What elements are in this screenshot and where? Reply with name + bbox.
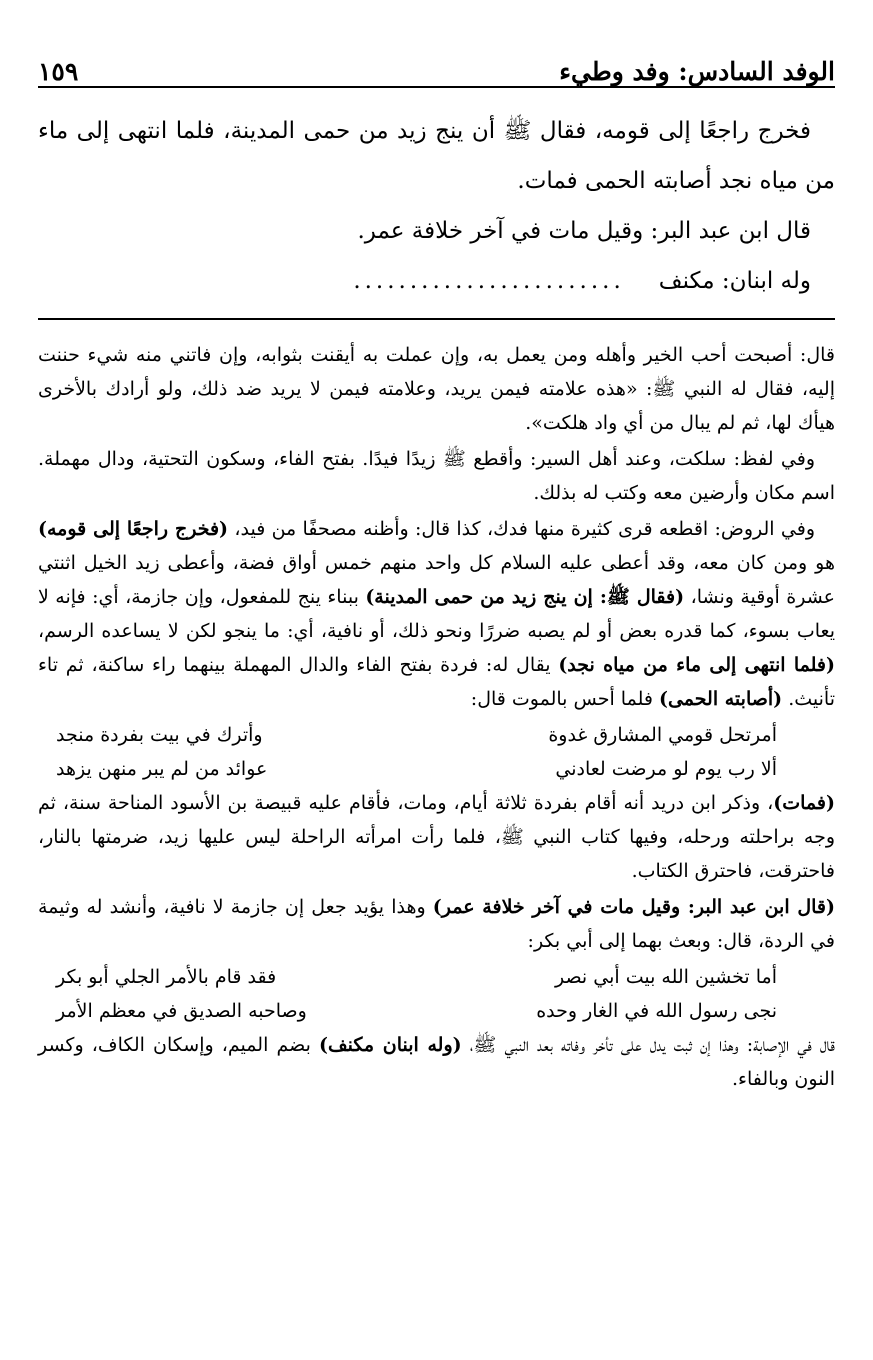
- note-3-a: وفي الروض: اقطعه قرى كثيرة منها فدك، كذا قال: وأظنه مصحفًا من فيد،: [228, 518, 815, 540]
- main-paragraph-3: [38, 256, 835, 306]
- note-4: [38, 786, 835, 888]
- note-2: وفي لفظ: سلكت، وعند أهل السير: وأقطع ﷺ زيدًا فيدًا. بفتح الفاء، وسكون التحتية، ودال مهملة. اسم مكان وأرضين معه وكتب له بذلك.: [38, 448, 835, 504]
- main-paragraph-2: قال ابن عبد البر: وقيل مات في آخر خلافة عمر.: [357, 218, 811, 244]
- verse-line-4: [38, 994, 835, 1028]
- quote-ibn-abd-albarr: (قال ابن عبد البر: وقيل مات في آخر خلافة عمر): [432, 896, 835, 918]
- verse-1-right: أمرتحل قومي المشارق غدوة: [548, 724, 777, 746]
- quote-famata: (فمات): [773, 792, 835, 814]
- verse-2-left: عوائد من لم يبر منهن يزهد: [56, 758, 268, 780]
- sons-text: وله ابنان: مكنف: [658, 268, 811, 294]
- main-paragraph-1: فخرج راجعًا إلى قومه، فقال ﷺ أن ينج زيد من حمى المدينة، فلما انتهى إلى ماء من مياه نجد أصابته الحمى فمات.: [38, 118, 835, 194]
- quote-kharaja: (فخرج راجعًا إلى قومه): [38, 518, 229, 540]
- verse-line-2: [38, 752, 835, 786]
- verse-2-right: ألا رب يوم لو مرضت لعادني: [555, 758, 777, 780]
- verse-3-left: فقد قام بالأمر الجلي أبو بكر: [56, 966, 277, 988]
- running-header: [38, 36, 835, 86]
- ellipsis-dots: ........................: [353, 268, 625, 294]
- header-rule: [38, 86, 835, 88]
- note-5: [38, 890, 835, 958]
- note-3-g: يقال له: فردة بفتح الفاء والدال المهملة بينهما راء ساكنة، ثم تاء تأنيث.: [38, 654, 835, 710]
- quote-falamma: (فلما انتهى إلى ماء من مياه نجد): [558, 654, 835, 676]
- verse-4-left: وصاحبه الصديق في معظم الأمر: [56, 1000, 307, 1022]
- note-6-a: قال في الإصابة: وهذا إن ثبت يدل على تأخر وفاته بعد النبي ﷺ،: [461, 1034, 835, 1056]
- verse-line-3: [38, 960, 835, 994]
- page-number: ١٥٩: [38, 57, 79, 86]
- quote-asabathu: (أصابته الحمى): [658, 688, 783, 710]
- note-1: قال: أصبحت أحب الخير وأهله ومن يعمل به، وإن عملت به أيقنت بثوابه، وإن فاتني منه شيء حننت إليه، فقال له النبي ﷺ: «هذه علامته فيمن يريد، وعلامته فيمن لا يريد ضد ذلك، ولو أرادك بالأخرى هيأك لها، ثم لم يبال من أي واد هلكت».: [38, 344, 835, 434]
- quote-ibnan: (وله ابنان مكنف): [319, 1034, 462, 1056]
- main-text: [38, 106, 835, 306]
- quote-faqala: (فقال ﷺ: إن ينج زيد من حمى المدينة): [365, 586, 685, 608]
- verse-line-1: [38, 718, 835, 752]
- chapter-title: الوفد السادس: وفد وطيء: [559, 57, 835, 86]
- footnote-rule: [38, 318, 835, 320]
- note-3: [38, 512, 835, 716]
- note-6-c: بضم الميم، وإسكان الكاف، وكسر النون وبالفاء.: [38, 1034, 835, 1090]
- note-3-i: فلما أحس بالموت قال:: [470, 688, 659, 710]
- note-4-b: ، وذكر ابن دريد أنه أقام بفردة ثلاثة أيام، ومات، فأقام عليه قبيصة بن الأسود المناحة سنة، ثم وجه براحلته ورحله، وفيها كتاب النبي ﷺ، فلما رأت امرأته الراحلة ليس عليها زيد، ضرمتها بالنار، فاحترقت، فاحترق الكتاب.: [38, 792, 835, 882]
- verse-1-left: وأترك في بيت بفردة منجد: [56, 724, 263, 746]
- note-3-c: هو ومن كان معه، وقد أعطى عليه السلام كل واحد منهم خمس أواق فضة، وأعطى زيد الخيل اثنتي عشرة أوقية ونشا،: [38, 552, 835, 608]
- commentary: [38, 338, 835, 1096]
- note-3-e: ببناء ينج للمفعول، وإن جازمة، أي: فإنه لا يعاب بسوء، كما قدره بعض أو لم يصبه ضررًا ونحو ذلك، أو نافية، أي: ما ينجو لكن لا يساعده الرسم،: [38, 586, 835, 642]
- note-6: [38, 1028, 835, 1096]
- book-page: [38, 36, 835, 1098]
- note-5-b: وهذا يؤيد جعل إن جازمة لا نافية، وأنشد له وثيمة في الردة، قال: وبعث بهما إلى أبي بكر:: [38, 896, 835, 952]
- verse-4-right: نجى رسول الله في الغار وحده: [536, 1000, 777, 1022]
- verse-3-right: أما تخشين الله بيت أبي نصر: [554, 966, 777, 988]
